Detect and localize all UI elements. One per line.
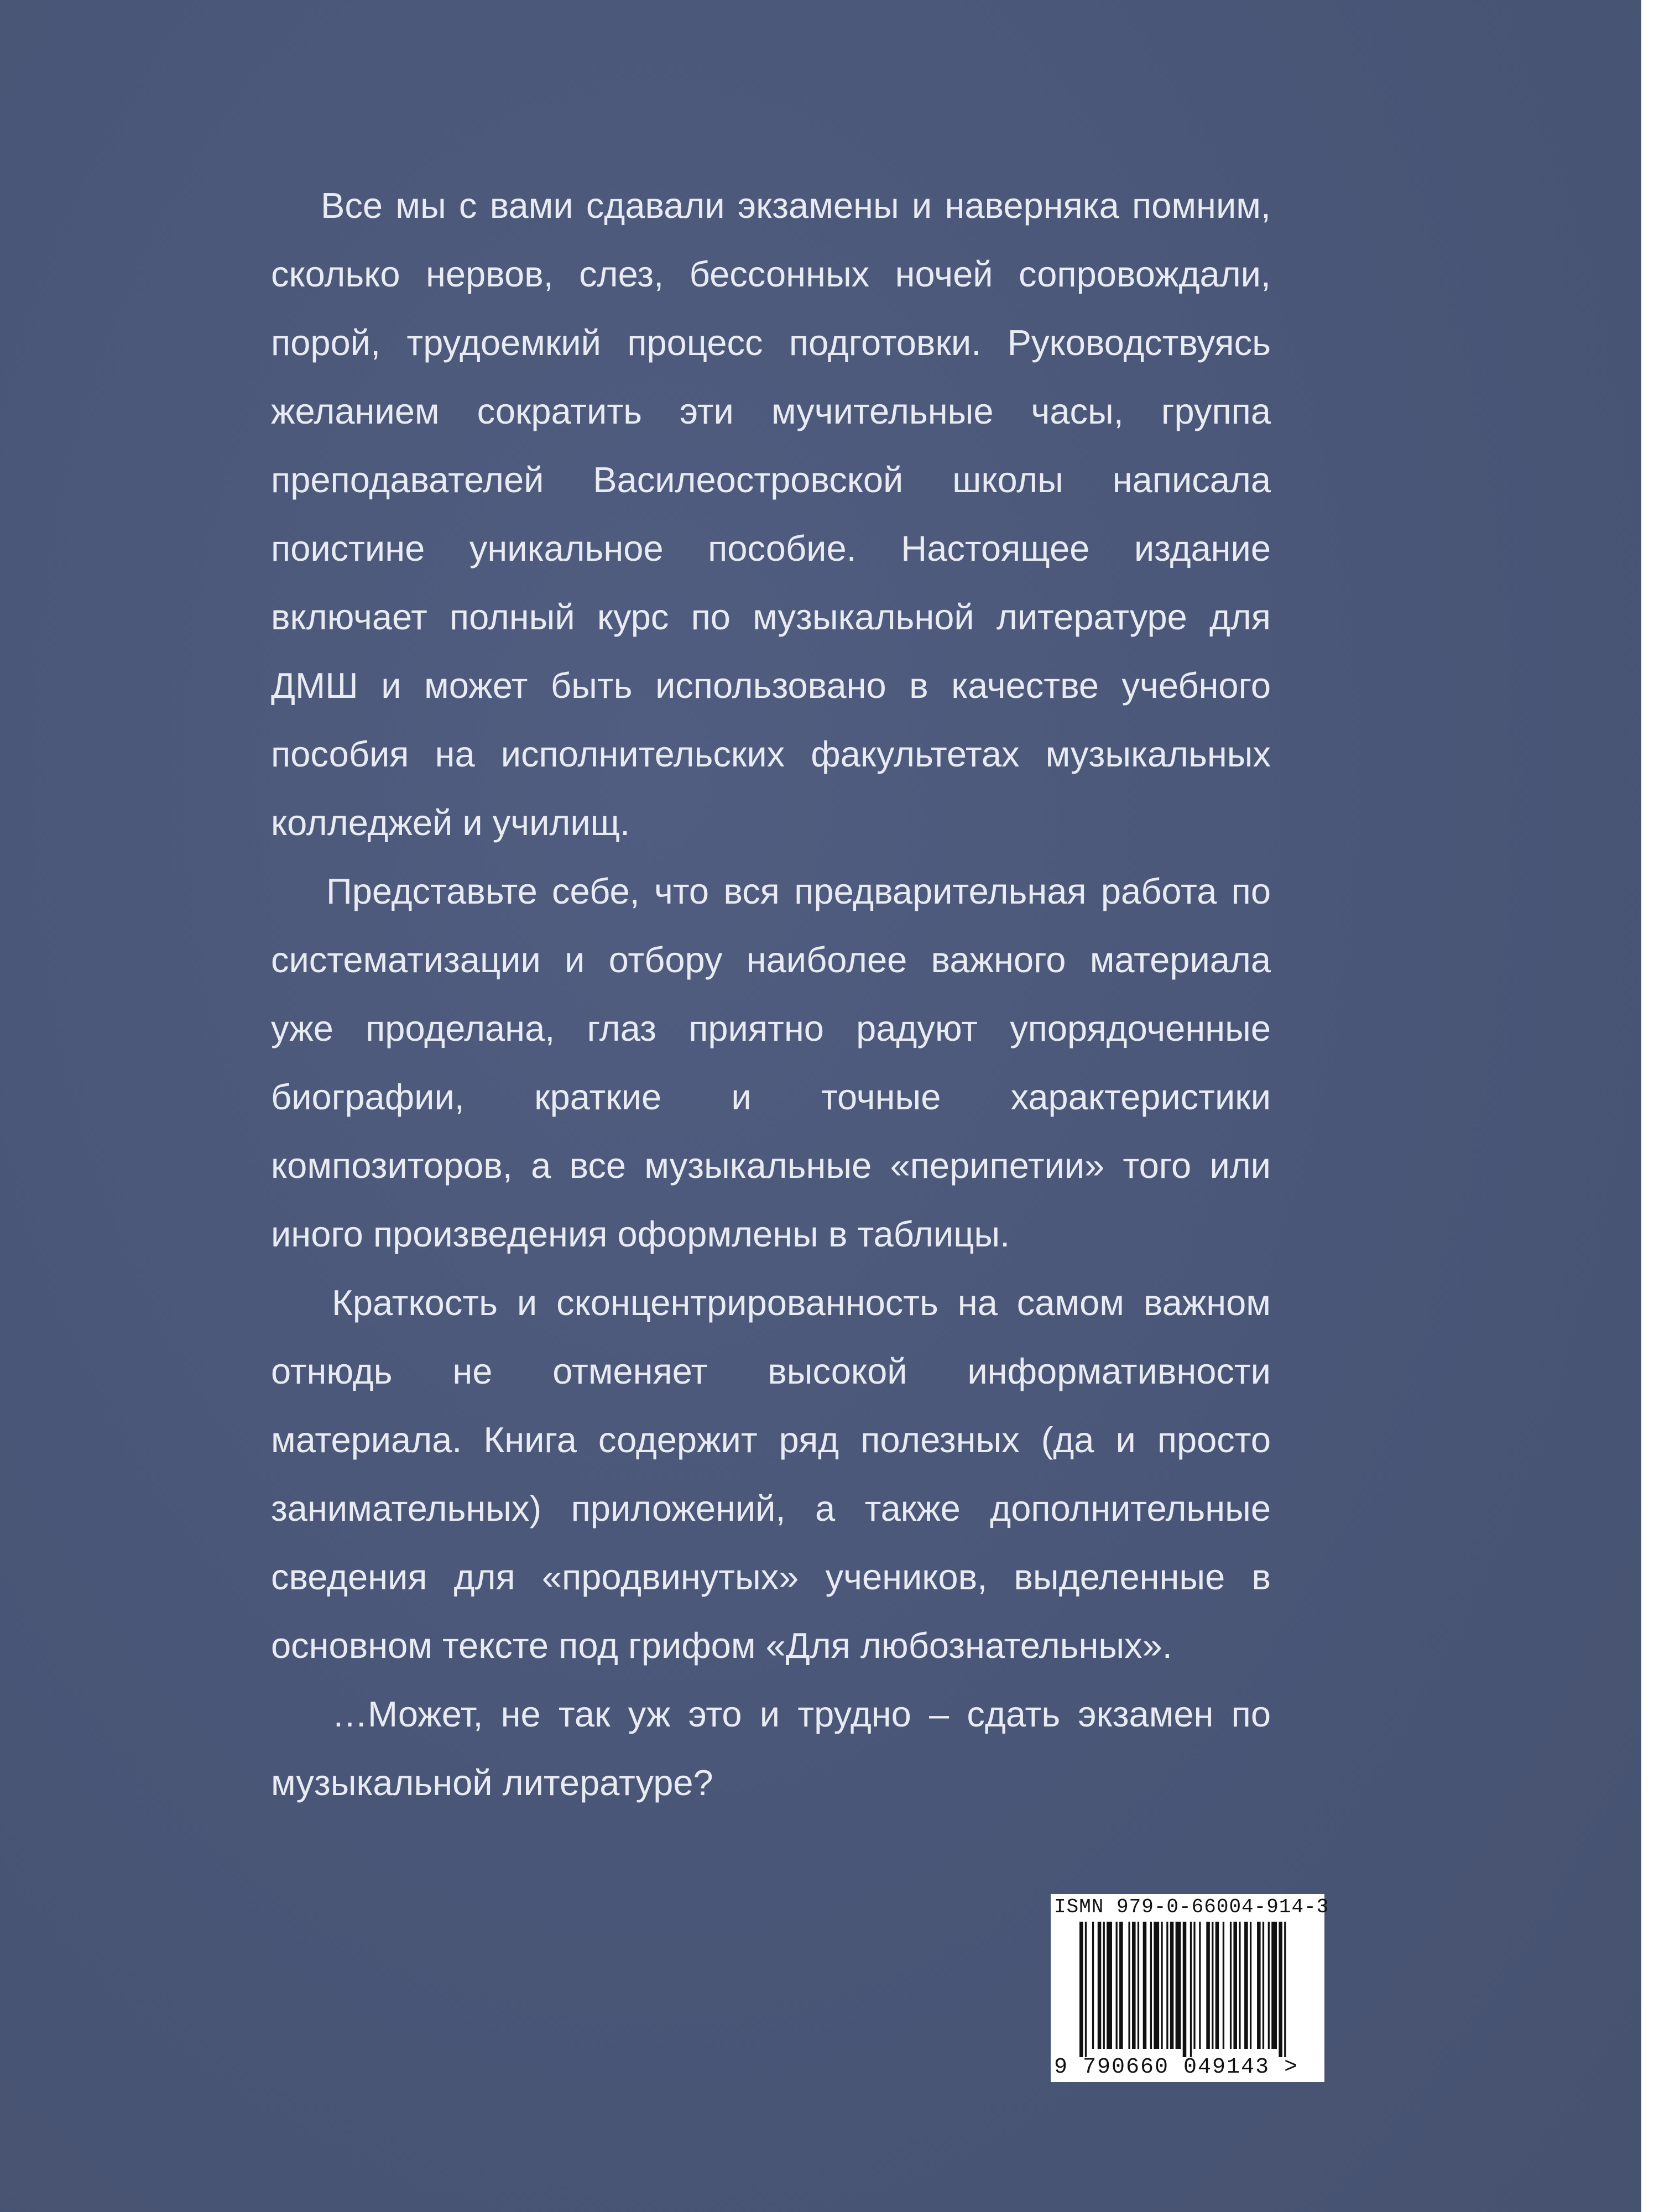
barcode-bar	[1271, 1922, 1277, 2049]
barcode-bar	[1132, 1922, 1136, 2049]
barcode-bar	[1183, 1922, 1187, 2057]
paragraph-4: …Может, не так уж это и трудно – сдать экзамен по музыкальной литературе?	[271, 1694, 1271, 1803]
barcode-bar	[1128, 1922, 1130, 2049]
barcode-bar	[1250, 1922, 1251, 2049]
ismn-label: ISMN 979-0-66004-914-3	[1054, 1896, 1329, 1918]
barcode-bar	[1284, 1922, 1286, 2057]
ismn-barcode	[1051, 1894, 1329, 2082]
barcode-bar	[1166, 1922, 1168, 2049]
barcode-bar	[1138, 1922, 1139, 2049]
barcode-bar	[1098, 1922, 1102, 2049]
barcode-bar	[1161, 1922, 1162, 2049]
barcode-bar	[1143, 1922, 1147, 2049]
barcode-bar	[1230, 1922, 1232, 2049]
paragraph-1: Все мы с вами сдавали экзамены и наверняка помним, сколько нервов, слез, бессонных ночей сопровождали, порой, трудоемкий процесс подготовки. Руководствуясь желанием сократить эти мучительные часы, группа преподавателей Василеостровской школы написала поистине уникальное пособие. Настоящее издание включает полный курс по музыкальной литературе для ДМШ и может быть использовано в качестве учебного пособия на исполнительских факультетах музыкальных колледжей и училищ.	[271, 185, 1271, 843]
paragraph-2: Представьте себе, что вся предварительная работа по систематизации и отбору наиболее важного материала уже проделана, глаз приятно радуют упорядоченные биографии, краткие и точные характеристики композиторов, а все музыкальные «перипетии» того или иного произведения оформлены в таблицы.	[271, 871, 1271, 1254]
barcode-bar	[1262, 1922, 1264, 2049]
barcode-bar	[1279, 1922, 1282, 2057]
barcode-bar	[1190, 1922, 1192, 2057]
barcode-bar	[1176, 1922, 1181, 2049]
barcode-bar	[1233, 1922, 1237, 2049]
barcode-bar	[1107, 1922, 1112, 2049]
barcode-bar	[1244, 1922, 1248, 2049]
barcode-bar	[1150, 1922, 1152, 2049]
annotation-text	[271, 171, 1271, 1817]
barcode-bar	[1119, 1922, 1123, 2049]
barcode-bar	[1268, 1922, 1270, 2049]
barcode-bar	[1116, 1922, 1118, 2049]
barcode-bar	[1223, 1922, 1224, 2049]
barcode-bar	[1170, 1922, 1174, 2049]
barcode-bar	[1206, 1922, 1210, 2049]
barcode-bar	[1212, 1922, 1213, 2049]
barcode-bar	[1079, 1922, 1083, 2057]
barcode-bar	[1215, 1922, 1219, 2049]
barcode-bars	[1079, 1922, 1290, 2057]
barcode-bar	[1257, 1922, 1261, 2049]
barcode-bar	[1085, 1922, 1087, 2057]
barcode-bar	[1092, 1922, 1094, 2049]
paragraph-3: Краткость и сконцентрированность на самом важном отнюдь не отменяет высокой информативности материала. Книга содержит ряд полезных (да и просто занимательных) приложений, а также дополнительные сведения для «продвинутых» учеников, выделенные в основном тексте под грифом «Для любознательных».	[271, 1282, 1271, 1666]
barcode-bar	[1199, 1922, 1201, 2049]
barcode-bar	[1193, 1922, 1195, 2049]
barcode-bar	[1154, 1922, 1159, 2049]
barcode-digits: 9 790660 049143 >	[1054, 2055, 1299, 2080]
barcode-bar	[1239, 1922, 1240, 2049]
barcode-bar	[1103, 1922, 1105, 2049]
